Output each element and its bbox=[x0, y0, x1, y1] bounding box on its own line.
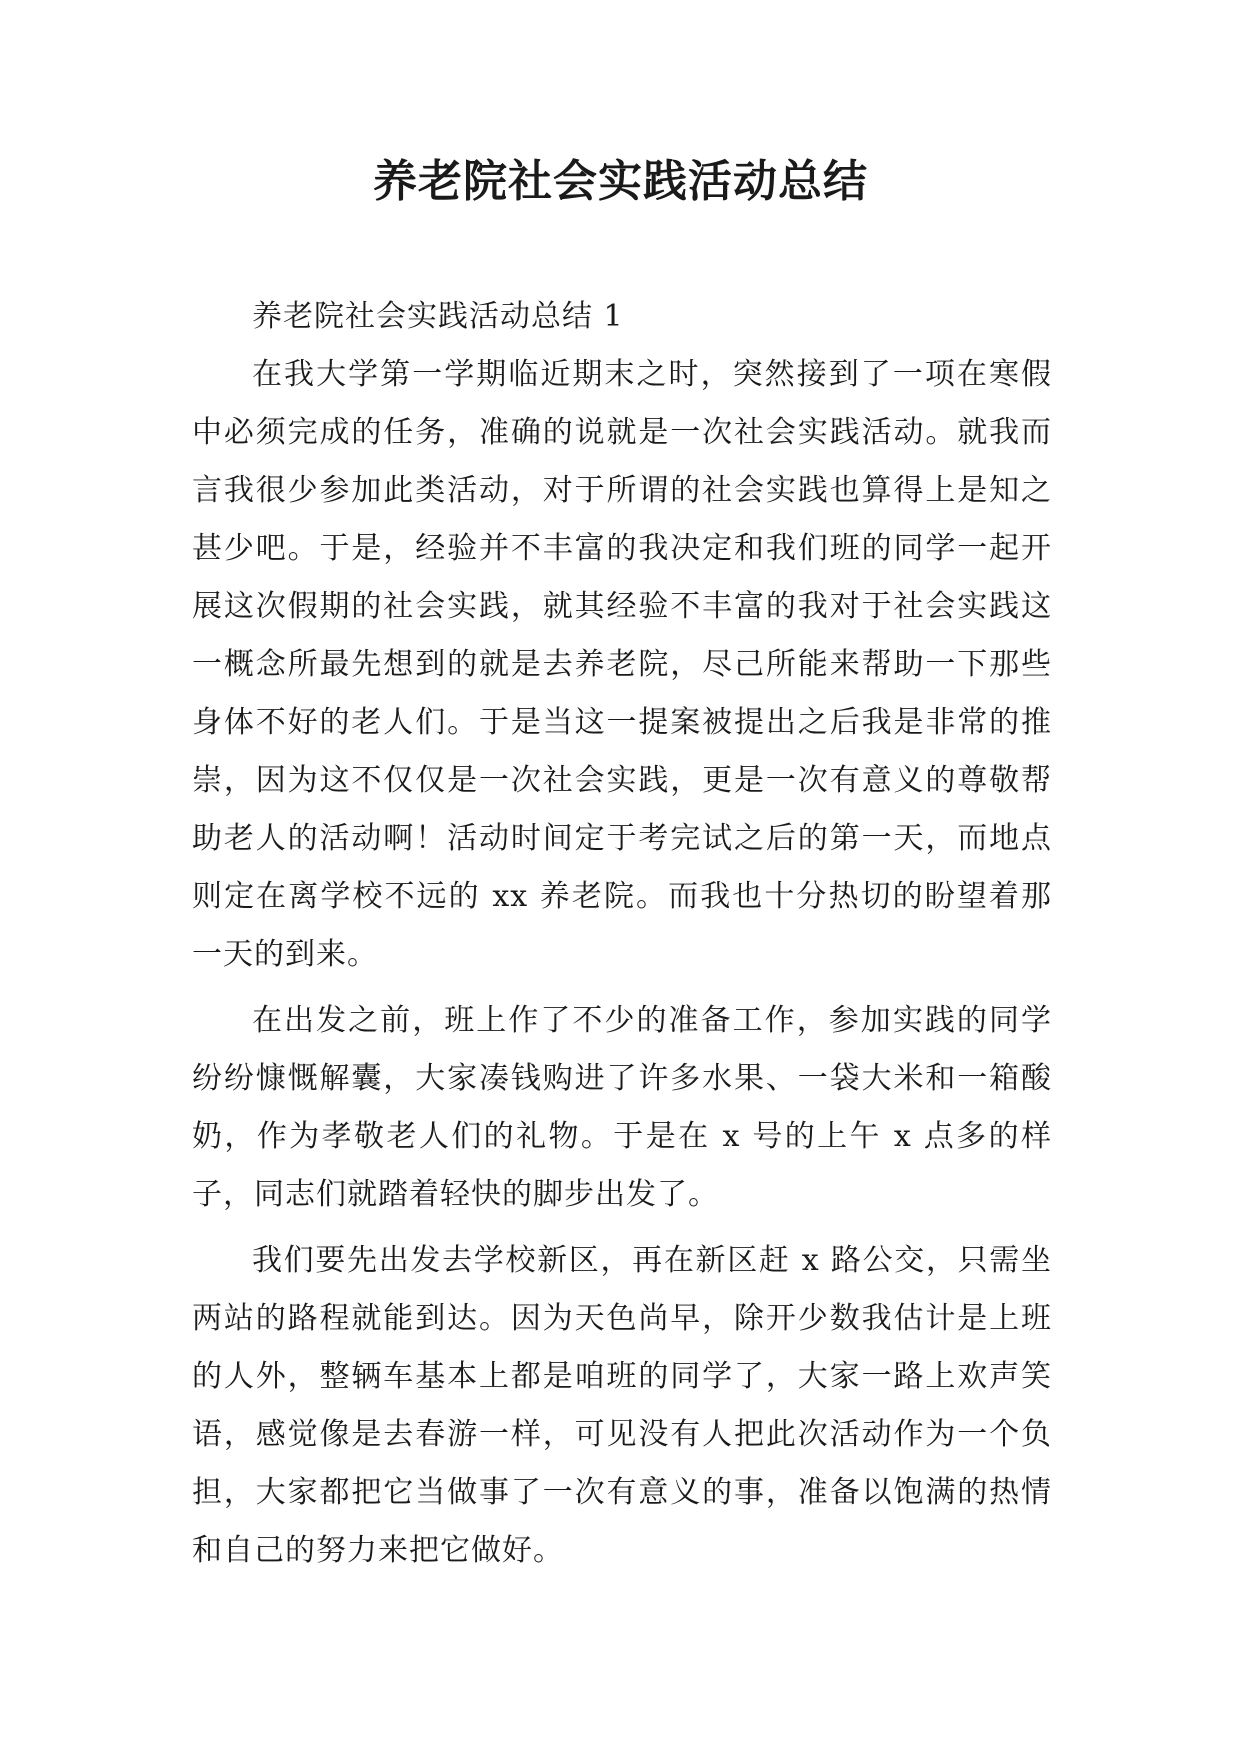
paragraph-2: 在出发之前，班上作了不少的准备工作，参加实践的同学纷纷慷慨解囊，大家凑钱购进了许多水果、一袋大米和一箱酸奶，作为孝敬老人们的礼物。于是在 x 号的上午 x 点多的样子，同志们就踏着轻快的脚步出发了。 bbox=[192, 1003, 1052, 1212]
document-body bbox=[192, 288, 1052, 1580]
document-title: 养老院社会实践活动总结 bbox=[373, 156, 868, 207]
paragraph-1: 在我大学第一学期临近期末之时，突然接到了一项在寒假中必须完成的任务，准确的说就是一次社会实践活动。就我而言我很少参加此类活动，对于所谓的社会实践也算得上是知之甚少吧。于是，经验并不丰富的我决定和我们班的同学一起开展这次假期的社会实践，就其经验不丰富的我对于社会实践这一概念所最先想到的就是去养老院，尽己所能来帮助一下那些身体不好的老人们。于是当这一提案被提出之后我是非常的推崇，因为这不仅仅是一次社会实践，更是一次有意义的尊敬帮助老人的活动啊！活动时间定于考完试之后的第一天，而地点则定在离学校不远的 xx 养老院。而我也十分热切的盼望着那一天的到来。 bbox=[192, 357, 1052, 972]
section-heading: 养老院社会实践活动总结 1 bbox=[252, 299, 624, 334]
paragraph-3: 我们要先出发去学校新区，再在新区赶 x 路公交，只需坐两站的路程就能到达。因为天色尚早，除开少数我估计是上班的人外，整辆车基本上都是咱班的同学了，大家一路上欢声笑语，感觉像是去春游一样，可见没有人把此次活动作为一个负担，大家都把它当做事了一次有意义的事，准备以饱满的热情和自己的努力来把它做好。 bbox=[192, 1243, 1052, 1568]
